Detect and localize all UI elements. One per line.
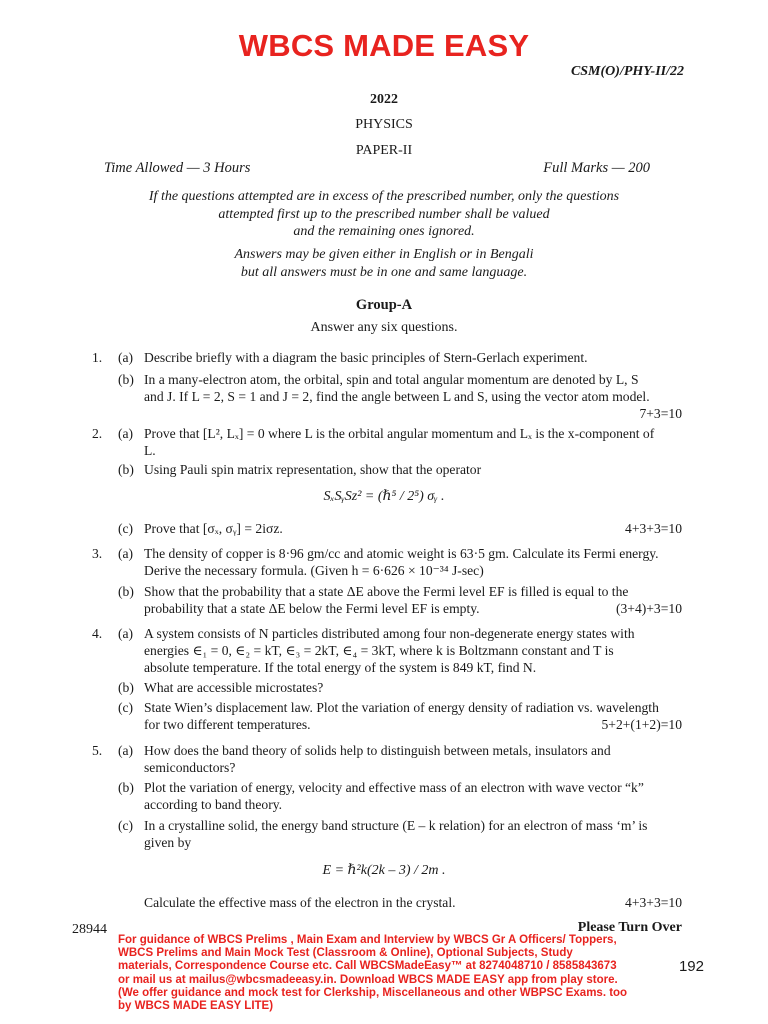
part-label: (c)	[118, 700, 134, 715]
part-label: (a)	[118, 546, 134, 561]
question-text: The density of copper is 8·96 gm/cc and atomic weight is 63·5 gm. Calculate its Fermi energy.	[144, 546, 659, 561]
subject: PHYSICS	[355, 117, 413, 132]
exam-year: 2022	[370, 92, 398, 107]
promo-text: For guidance of WBCS Prelims , Main Exam and Interview by WBCS Gr A Officers/ Toppers, WBCS Prelims and Main Mock Test (Classroom & Online), Optional Subjects, Study materials, Correspondence Course etc. Call WBCSMadeEasy™ at 8274048710 / 8585843673 or mail us at mailus@wbcsmadeeasy.in. Download WBCS MADE EASY app from play store. (We offer guidance and mock test for Clerkship, Miscellaneous and other WBPSC Exams. too by WBCS MADE EASY LITE)	[118, 934, 628, 1013]
question-text: Derive the necessary formula. (Given h = 6·626 × 10⁻³⁴ J-sec)	[144, 563, 484, 578]
part-label: (b)	[118, 462, 134, 477]
question-number: 2.	[92, 426, 103, 441]
instruction-line: and the remaining ones ignored.	[293, 224, 475, 239]
question-text: Prove that [σₓ, σᵧ] = 2iσz.	[144, 521, 283, 536]
question-text: semiconductors?	[144, 760, 236, 775]
question-text: given by	[144, 835, 192, 850]
question-text: and J. If L = 2, S = 1 and J = 2, find the angle between L and S, using the vector atom model.	[144, 389, 650, 404]
question-text: Calculate the effective mass of the electron in the crystal.	[144, 895, 456, 910]
group-instruction: Answer any six questions.	[310, 320, 458, 335]
instructions	[0, 188, 768, 241]
instruction-line: If the questions attempted are in excess of the prescribed number, only the questions	[148, 189, 620, 204]
paper-number: PAPER-II	[355, 143, 413, 158]
question-text: In a crystalline solid, the energy band structure (E – k relation) for an electron of mass ‘m’ is	[144, 818, 648, 833]
time-allowed: Time Allowed — 3 Hours	[104, 160, 251, 176]
part-label: (a)	[118, 743, 134, 758]
language-line: Answers may be given either in English or in Bengali	[234, 247, 534, 262]
please-turn-over: Please Turn Over	[577, 920, 682, 935]
part-label: (a)	[118, 426, 134, 441]
question-text: Show that the probability that a state ΔE above the Fermi level EF is filled is equal to the	[144, 584, 629, 599]
part-label: (a)	[118, 626, 134, 641]
question-text: L.	[144, 443, 156, 458]
group-title: Group-A	[355, 297, 413, 313]
question-marks: 4+3+3=10	[625, 895, 682, 910]
part-label: (b)	[118, 584, 134, 599]
question-text: How does the band theory of solids help to distinguish between metals, insulators and	[144, 743, 611, 758]
question-text: Plot the variation of energy, velocity and effective mass of an electron with wave vector “k”	[144, 780, 644, 795]
question-text: Using Pauli spin matrix representation, show that the operator	[144, 462, 482, 477]
question-text: What are accessible microstates?	[144, 680, 324, 695]
question-text: In a many-electron atom, the orbital, spin and total angular momentum are denoted by L, S	[144, 372, 639, 387]
question-number: 1.	[92, 350, 103, 365]
part-label: (c)	[118, 818, 134, 833]
question-number: 3.	[92, 546, 103, 561]
question-text: A system consists of N particles distributed among four non-degenerate energy states with	[144, 626, 635, 641]
question-text: Prove that [L², Lₓ] = 0 where L is the orbital angular momentum and Lₓ is the x-component of	[144, 426, 655, 441]
question-text: probability that a state ΔE below the Fermi level EF is empty.	[144, 601, 480, 616]
paper-code: CSM(O)/PHY-II/22	[570, 64, 684, 79]
question-text: Describe briefly with a diagram the basic principles of Stern-Gerlach experiment.	[144, 350, 588, 365]
instruction-line: attempted first up to the prescribed number shall be valued	[218, 206, 550, 222]
page-number: 192	[678, 958, 704, 975]
part-label: (b)	[118, 680, 134, 695]
language-note	[0, 246, 768, 281]
question-number: 4.	[92, 626, 103, 641]
part-label: (a)	[118, 350, 134, 365]
part-label: (b)	[118, 372, 134, 387]
question-marks: 4+3+3=10	[625, 521, 682, 536]
full-marks: Full Marks — 200	[543, 160, 650, 176]
part-label: (c)	[118, 521, 134, 536]
question-marks: (3+4)+3=10	[615, 601, 682, 616]
question-text: for two different temperatures.	[144, 717, 311, 732]
question-text: State Wien’s displacement law. Plot the variation of energy density of radiation vs. wavelength	[144, 700, 659, 715]
formula-band-energy: E = ℏ²k(2k – 3) / 2m .	[322, 863, 446, 878]
question-marks: 5+2+(1+2)=10	[601, 717, 682, 732]
brand-title: WBCS MADE EASY	[238, 28, 530, 63]
question-text: according to band theory.	[144, 797, 283, 812]
question-marks: 7+3=10	[639, 406, 682, 421]
formula-spin-operator: SₓSᵧSz² = (ℏ⁵ / 2⁵) σᵧ .	[323, 489, 445, 504]
question-text: absolute temperature. If the total energy of the system is 849 kT, find N.	[144, 660, 537, 675]
question-number: 5.	[92, 743, 103, 758]
part-label: (b)	[118, 780, 134, 795]
question-text: energies ∈₁ = 0, ∈₂ = kT, ∈₃ = 2kT, ∈₄ = 3kT, where k is Boltzmann constant and T is	[144, 643, 614, 658]
language-line: but all answers must be in one and same language.	[240, 264, 528, 280]
booklet-number: 28944	[72, 922, 107, 937]
